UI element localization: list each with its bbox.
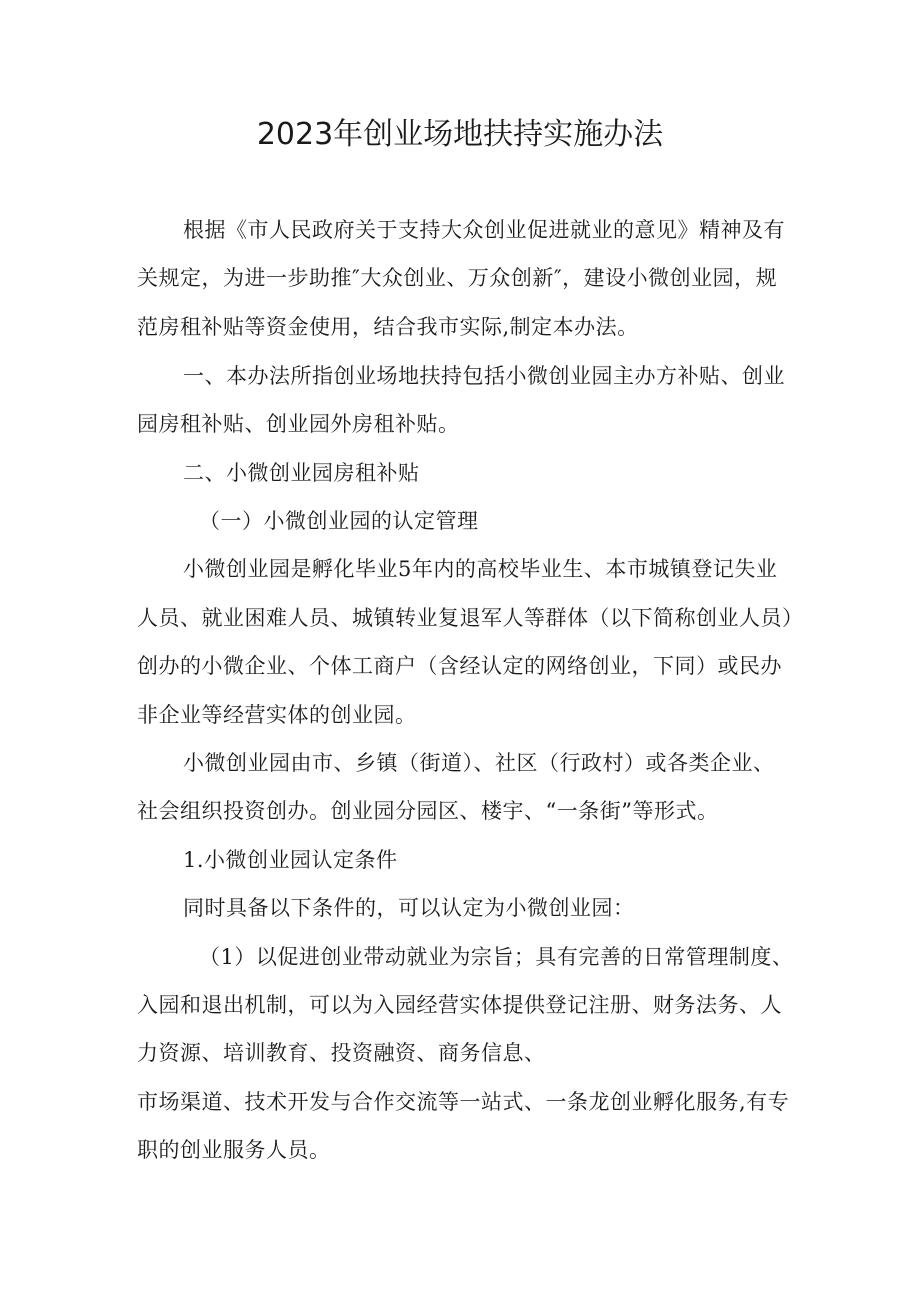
document-title: 2023年创业场地扶持实施办法 <box>256 117 664 152</box>
paragraph-line: 关规定，为进一步助推″大众创业、万众创新″，建设小微创业园，规 <box>137 266 778 290</box>
item-heading: 1.小微创业园认定条件 <box>183 848 398 872</box>
paragraph-line: 小微创业园是孵化毕业5年内的高校毕业生、本市城镇登记失业 <box>183 557 778 581</box>
section-heading: 二、小微创业园房租补贴 <box>183 461 420 485</box>
paragraph-line: 力资源、培训教育、投资融资、商务信息、 <box>137 1041 546 1065</box>
subsection-heading: （一）小微创业园的认定管理 <box>199 509 479 533</box>
paragraph-line: 人员、就业困难人员、城镇转业复退军人等群体（以下简称创业人员） <box>137 606 804 630</box>
paragraph-line: 入园和退出机制，可以为入园经营实体提供登记注册、财务法务、人 <box>137 993 782 1017</box>
paragraph-line: 社会组织投资创办。创业园分园区、楼宇、“一条街”等形式。 <box>137 799 719 823</box>
paragraph-line: 根据《市人民政府关于支持大众创业促进就业的意见》精神及有 <box>183 218 785 242</box>
paragraph-line: 小微创业园由市、乡镇（街道）、社区（行政村）或各类企业、 <box>183 751 775 775</box>
paragraph-line: 一、本办法所指创业场地扶持包括小微创业园主办方补贴、创业 <box>183 364 785 388</box>
paragraph-line: 市场渠道、技术开发与合作交流等一站式、一条龙创业孵化服务,有专 <box>137 1090 790 1114</box>
paragraph-line: 职的创业服务人员。 <box>137 1138 331 1162</box>
paragraph-line: 非企业等经营实体的创业园。 <box>137 703 417 727</box>
paragraph-line: （1）以促进创业带动就业为宗旨；具有完善的日常管理制度、 <box>199 945 794 969</box>
paragraph-line: 园房租补贴、创业园外房租补贴。 <box>137 412 460 436</box>
paragraph-line: 同时具备以下条件的，可以认定为小微创业园： <box>183 896 635 920</box>
paragraph-line: 范房租补贴等资金使用，结合我市实际,制定本办法。 <box>137 315 639 339</box>
paragraph-line: 创办的小微企业、个体工商户（含经认定的网络创业，下同）或民办 <box>137 654 782 678</box>
